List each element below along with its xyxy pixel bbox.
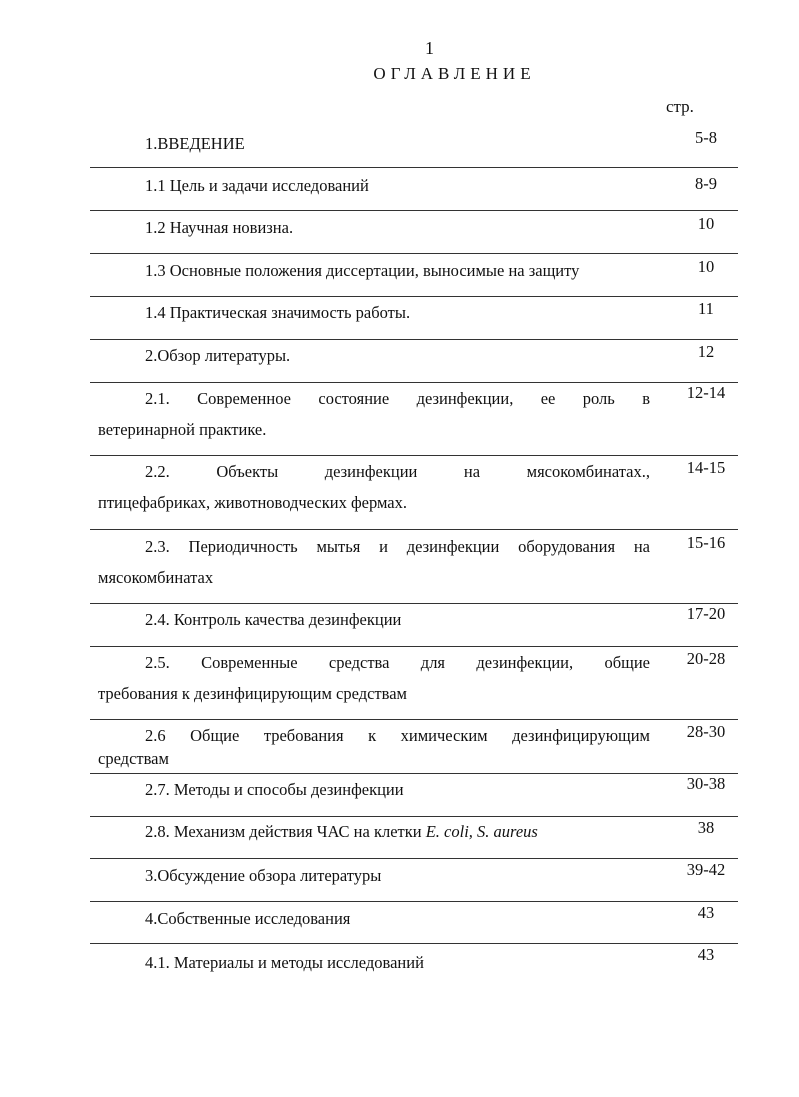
toc-entry-title: 1.3 Основные положения диссертации, выносимые на защиту (145, 261, 580, 280)
toc-entry-title: 1.4 Практическая значимость работы. (145, 303, 411, 322)
toc-entry-pages: 5-8 (695, 128, 717, 147)
pages-column-label: стр. (666, 97, 694, 116)
divider (90, 529, 738, 530)
toc-entry-pages: 38 (697, 818, 715, 837)
toc-entry-title-line2: ветеринарной практике. (98, 420, 267, 439)
toc-entry-title: 1.ВВЕДЕНИЕ (145, 134, 245, 153)
toc-entry-pages: 43 (697, 945, 715, 964)
toc-entry-pages: 43 (697, 903, 715, 922)
toc-entry-pages: 8-9 (695, 174, 717, 193)
toc-entry-title: 2.7. Методы и способы дезинфекции (145, 780, 404, 799)
toc-entry-pages: 10 (697, 214, 715, 233)
toc-entry-pages: 14-15 (686, 458, 726, 477)
page-title: ОГЛАВЛЕНИЕ (373, 64, 536, 83)
toc-entry-title-line2: птицефабриках, животноводческих фермах. (98, 493, 408, 512)
toc-entry-title-line1: 2.5. Современные средства для дезинфекции, общие (145, 653, 650, 672)
page-number: 1 (425, 38, 434, 58)
toc-entry-title: 2.8. Механизм действия ЧАС на клетки (145, 822, 426, 841)
toc-entry-pages: 12-14 (686, 383, 726, 402)
toc-entry-title-line2: требования к дезинфицирующим средствам (98, 684, 407, 703)
toc-entry-pages: 11 (698, 299, 714, 318)
toc-entry-pages: 17-20 (686, 604, 726, 623)
toc-entry-pages: 15-16 (686, 533, 726, 552)
divider (90, 901, 738, 902)
divider (90, 210, 738, 211)
toc-entry-title-line1: 2.1. Современное состояние дезинфекции, ее роль в (145, 389, 650, 408)
divider (90, 253, 738, 254)
toc-entry-pages: 10 (697, 257, 715, 276)
toc-entry-pages: 20-28 (686, 649, 726, 668)
toc-entry-title: 4.Собственные исследования (145, 909, 351, 928)
toc-entry-pages: 28-30 (686, 722, 726, 741)
toc-entry-pages: 12 (697, 342, 715, 361)
divider (90, 167, 738, 168)
toc-entry-title-line1: 2.3. Периодичность мытья и дезинфекции оборудования на (145, 537, 650, 556)
toc-entry-title-line2: средствам (98, 749, 169, 768)
toc-entry-title: 4.1. Материалы и методы исследований (145, 953, 424, 972)
toc-entry-title: 3.Обсуждение обзора литературы (145, 866, 382, 885)
toc-entry-title: 1.2 Научная новизна. (145, 218, 294, 237)
toc-entry-organisms: E. coli, S. aureus (425, 822, 538, 841)
divider (90, 858, 738, 859)
toc-entry-title-line2: мясокомбинатах (98, 568, 214, 587)
toc-entry-title: 1.1 Цель и задачи исследований (145, 176, 369, 195)
toc-entry-title-line1: 2.6 Общие требования к химическим дезинфицирующим (145, 726, 650, 745)
toc-entry-pages: 30-38 (686, 774, 726, 793)
divider (90, 719, 738, 720)
toc-entry-title: 2.Обзор литературы. (145, 346, 291, 365)
toc-entry-title: 2.4. Контроль качества дезинфекции (145, 610, 402, 629)
toc-entry-pages: 39-42 (686, 860, 726, 879)
divider (90, 943, 738, 944)
toc-entry-title-line1: 2.2. Объекты дезинфекции на мясокомбинатах., (145, 462, 650, 481)
